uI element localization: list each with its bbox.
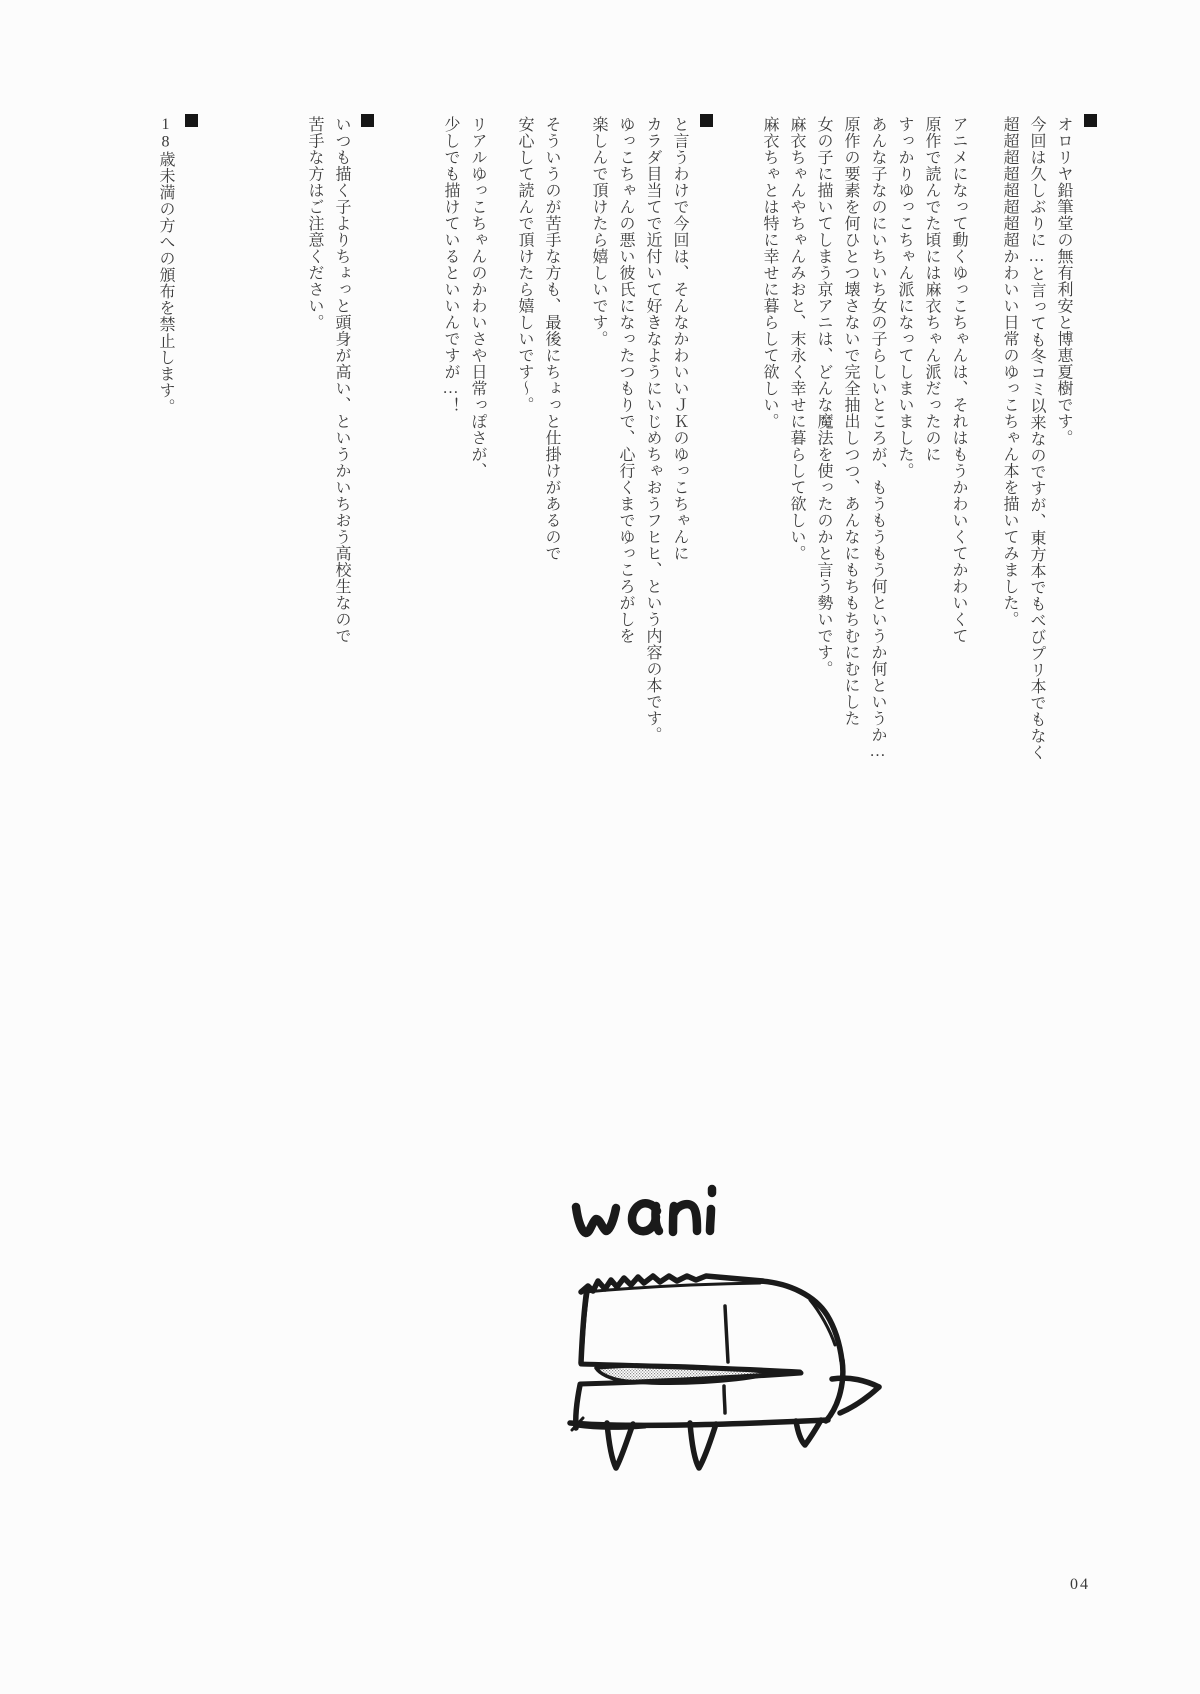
page-number: 04: [1070, 1576, 1090, 1593]
section-marker-icon: [361, 114, 374, 127]
text-column: 安心して読んで頂けたら嬉しいです〜。: [516, 116, 533, 413]
text-column: 少しでも描けているといいんですが…！: [442, 116, 459, 414]
text-column: と言うわけで今回は、そんなかわいいＪＫのゆっこちゃんに: [671, 116, 688, 562]
section-marker-icon: [185, 114, 198, 127]
text-column: 麻衣ちゃんやちゃんみおと、末永く幸せに暮らして欲しい。: [788, 116, 805, 562]
text-column: 苦手な方はご注意ください。: [306, 116, 323, 331]
text-column: 今回は久しぶりに…と言っても冬コミ以来なのですが、東方本でもべびプリ本でもなく: [1028, 116, 1045, 761]
text-column: オロリヤ鉛筆堂の無有利安と博恵夏樹です。: [1055, 116, 1072, 446]
text-column: アニメになって動くゆっこちゃんは、それはもうかわいくてかわいくて: [950, 116, 967, 644]
text-column: 麻衣ちゃとは特に幸せに暮らして欲しい。: [761, 116, 778, 430]
text-column: 原作で読んでた頃には麻衣ちゃん派だったのに: [923, 116, 940, 463]
text-column: すっかりゆっこちゃん派になってしまいました。: [896, 116, 913, 479]
text-column: 楽しんで頂けたら嬉しいです。: [590, 116, 607, 347]
text-column: 18歳未満の方への頒布を禁止します。: [157, 116, 174, 415]
text-column: そういうのが苦手な方も、最後にちょっと仕掛けがあるので: [543, 116, 560, 562]
section-marker-icon: [700, 114, 713, 127]
text-column: カラダ目当てで近付いて好きなようにいじめちゃおうフヒヒ、という内容の本です。: [644, 116, 661, 743]
text-column: いつも描く子よりちょっと頭身が高い、というかいちおう高校生なので: [333, 116, 350, 644]
text-column: リアルゆっこちゃんのかわいさや日常っぽさが、: [469, 116, 486, 479]
text-column: 超超超超超超超超かわいい日常のゆっこちゃん本を描いてみました。: [1001, 116, 1018, 628]
crocodile-drawing: [510, 1160, 900, 1490]
text-column: ゆっこちゃんの悪い彼氏になったつもりで、心行くまでゆっころがしを: [617, 116, 634, 644]
crocodile-body: [570, 1276, 879, 1468]
text-column: 女の子に描いてしまう京アニは、どんな魔法を使ったのかと言う勢いです。: [815, 116, 832, 677]
wani-handwritten-label: [576, 1189, 712, 1233]
text-column: 原作の要素を何ひとつ壊さないで完全抽出しつつ、あんなにもちもちむにむにした: [842, 116, 859, 727]
text-column: あんな子なのにいちいち女の子らしいところが、もうもうもう何というか何というか…: [869, 116, 886, 761]
section-marker-icon: [1084, 114, 1097, 127]
